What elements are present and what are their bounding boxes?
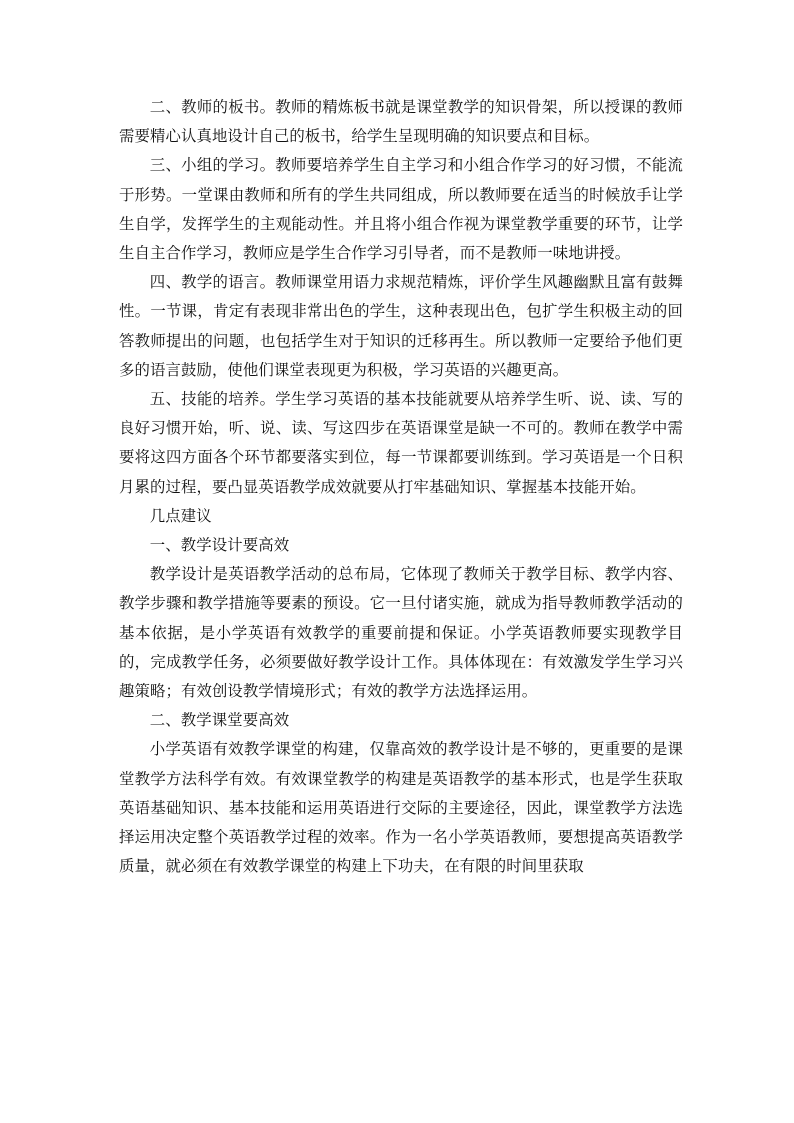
paragraph-skill-training: 五、技能的培养。学生学习英语的基本技能就要从培养学生听、说、读、写的良好习惯开始，听、说、读、写这四步在英语课堂是缺一不可的。教师在教学中需要将这四方面各个环节都要落实到位，每一节课都要训练到。学习英语是一个日积月累的过程，要凸显英语教学成效就要从打牢基础知识、掌握基本技能开始。 [119, 390, 683, 496]
paragraph-group-learning: 三、小组的学习。教师要培养学生自主学习和小组合作学习的好习惯，不能流于形势。一堂课由教师和所有的学生共同组成，所以教师要在适当的时候放手让学生自学，发挥学生的主观能动性。并且将小组合作视为课堂教学重要的环节，让学生自主合作学习，教师应是学生合作学习引导者，而不是教师一味地讲授。 [119, 156, 683, 263]
document-body [119, 93, 683, 881]
subheading-efficient-design: 一、教学设计要高效 [149, 536, 290, 555]
paragraph-teaching-design: 教学设计是英语教学活动的总布局，它体现了教师关于教学目标、教学内容、教学步骤和教学措施等要素的预设。它一旦付诸实施，就成为指导教师教学活动的基本依据，是小学英语有效教学的重要前提和保证。小学英语教师要实现教学目的，完成教学任务，必须要做好教学设计工作。具体体现在：有效激发学生学习兴趣策略；有效创设教学情境形式；有效的教学方法选择运用。 [119, 565, 683, 701]
paragraph-blackboard-writing: 二、教师的板书。教师的精炼板书就是课堂教学的知识骨架，所以授课的教师需要精心认真地设计自己的板书，给学生呈现明确的知识要点和目标。 [119, 98, 683, 146]
section-heading-suggestions: 几点建议 [149, 506, 212, 525]
paragraph-teaching-language: 四、教学的语言。教师课堂用语力求规范精炼，评价学生风趣幽默且富有鼓舞性。一节课，肯定有表现非常出色的学生，这种表现出色，包扩学生积极主动的回答教师提出的问题，也包括学生对于知识的迁移再生。所以教师一定要给予他们更多的语言鼓励，使他们课堂表现更为积极，学习英语的兴趣更高。 [119, 273, 683, 379]
paragraph-effective-classroom: 小学英语有效教学课堂的构建，仅靠高效的教学设计是不够的，更重要的是课堂教学方法科学有效。有效课堂教学的构建是英语教学的基本形式，也是学生获取英语基础知识、基本技能和运用英语进行交际的主要途径，因此，课堂教学方法选择运用决定整个英语教学过程的效率。作为一名小学英语教师，要想提高英语教学质量，就必须在有效教学课堂的构建上下功夫，在有限的时间里获取 [119, 740, 683, 876]
subheading-efficient-classroom: 二、教学课堂要高效 [149, 711, 290, 730]
